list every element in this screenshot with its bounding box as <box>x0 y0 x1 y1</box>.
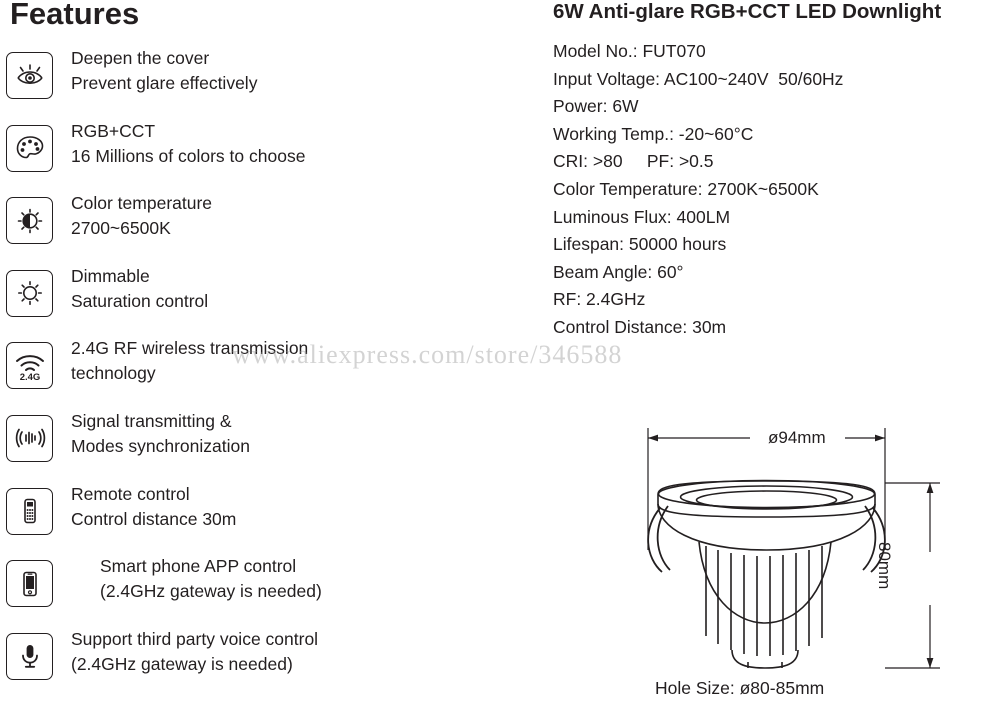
list-item-text <box>71 336 501 386</box>
list-item-text <box>71 627 501 677</box>
features-heading: Features <box>10 0 140 31</box>
list-item-text <box>71 46 501 96</box>
list-item <box>0 262 520 335</box>
height-dimension-label: 80mm <box>875 542 894 590</box>
feature-line-2: (2.4GHz gateway is needed) <box>71 653 293 674</box>
feature-line-2: Prevent glare effectively <box>71 73 258 93</box>
feature-line-1: Deepen the cover <box>71 48 210 68</box>
wifi-24g-icon <box>6 342 53 389</box>
brightness-dimming-icon <box>6 270 53 317</box>
list-item <box>0 334 520 407</box>
eye-glare-icon <box>6 52 53 99</box>
feature-line-1: Support third party voice control <box>71 628 319 649</box>
spec-item: Model No.: FUT070 <box>553 41 706 61</box>
feature-line-1: Smart phone APP control <box>100 556 297 577</box>
feature-line-2: Modes synchronization <box>71 435 250 456</box>
list-item <box>0 552 520 625</box>
list-item <box>0 44 520 117</box>
feature-line-1: Dimmable <box>71 265 150 286</box>
color-palette-icon <box>6 125 53 172</box>
list-item <box>0 117 520 190</box>
feature-line-2: 16 Millions of colors to choose <box>71 145 306 166</box>
list-item <box>0 480 520 553</box>
spec-item: RF: 2.4GHz <box>553 289 646 310</box>
page-title: 6W Anti-glare RGB+CCT LED Downlight <box>553 0 942 23</box>
spec-item: Control Distance: 30m <box>553 316 727 337</box>
spec-item: Input Voltage: AC100~240V 50/60Hz <box>553 68 844 89</box>
list-item-text <box>71 409 501 459</box>
spec-item: Beam Angle: 60° <box>553 261 684 282</box>
list-item <box>0 625 520 698</box>
list-item-text <box>71 119 501 169</box>
diameter-dimension-label: ø94mm <box>768 428 826 447</box>
list-item-text <box>71 482 501 532</box>
feature-line-1: RGB+CCT <box>71 120 156 141</box>
feature-list <box>0 44 520 697</box>
feature-line-2: (2.4GHz gateway is needed) <box>100 581 322 602</box>
remote-control-icon <box>6 488 53 535</box>
list-item-text <box>100 554 530 604</box>
spec-item: Working Temp.: -20~60°C <box>553 123 754 144</box>
spec-item: CRI: >80 PF: >0.5 <box>553 151 714 172</box>
feature-line-1: Color temperature <box>71 193 213 214</box>
feature-line-1: 2.4G RF wireless transmission <box>71 338 309 359</box>
microphone-voice-icon <box>6 633 53 680</box>
spec-item: Luminous Flux: 400LM <box>553 206 731 227</box>
hole-size-label: Hole Size: ø80-85mm <box>655 678 825 698</box>
spec-item: Power: 6W <box>553 96 639 117</box>
feature-line-1: Signal transmitting & <box>71 410 232 431</box>
list-item <box>0 189 520 262</box>
list-item-text <box>71 191 501 241</box>
color-temperature-icon <box>6 197 53 244</box>
feature-line-2: 2700~6500K <box>71 218 171 239</box>
spec-item: Color Temperature: 2700K~6500K <box>553 178 819 199</box>
feature-line-2: technology <box>71 363 156 384</box>
store-watermark: www.aliexpress.com/store/346588 <box>232 340 623 369</box>
svg-text:2.4G: 2.4G <box>19 371 40 383</box>
feature-line-1: Remote control <box>71 483 190 504</box>
feature-line-2: Saturation control <box>71 290 209 311</box>
product-dimension-drawing <box>600 400 1000 701</box>
signal-sync-icon <box>6 415 53 462</box>
list-item-text <box>71 264 501 314</box>
spec-item: Lifespan: 50000 hours <box>553 234 727 255</box>
feature-line-2: Control distance 30m <box>71 508 237 529</box>
list-item <box>0 407 520 480</box>
smartphone-app-icon <box>6 560 53 607</box>
spec-list <box>553 38 843 342</box>
